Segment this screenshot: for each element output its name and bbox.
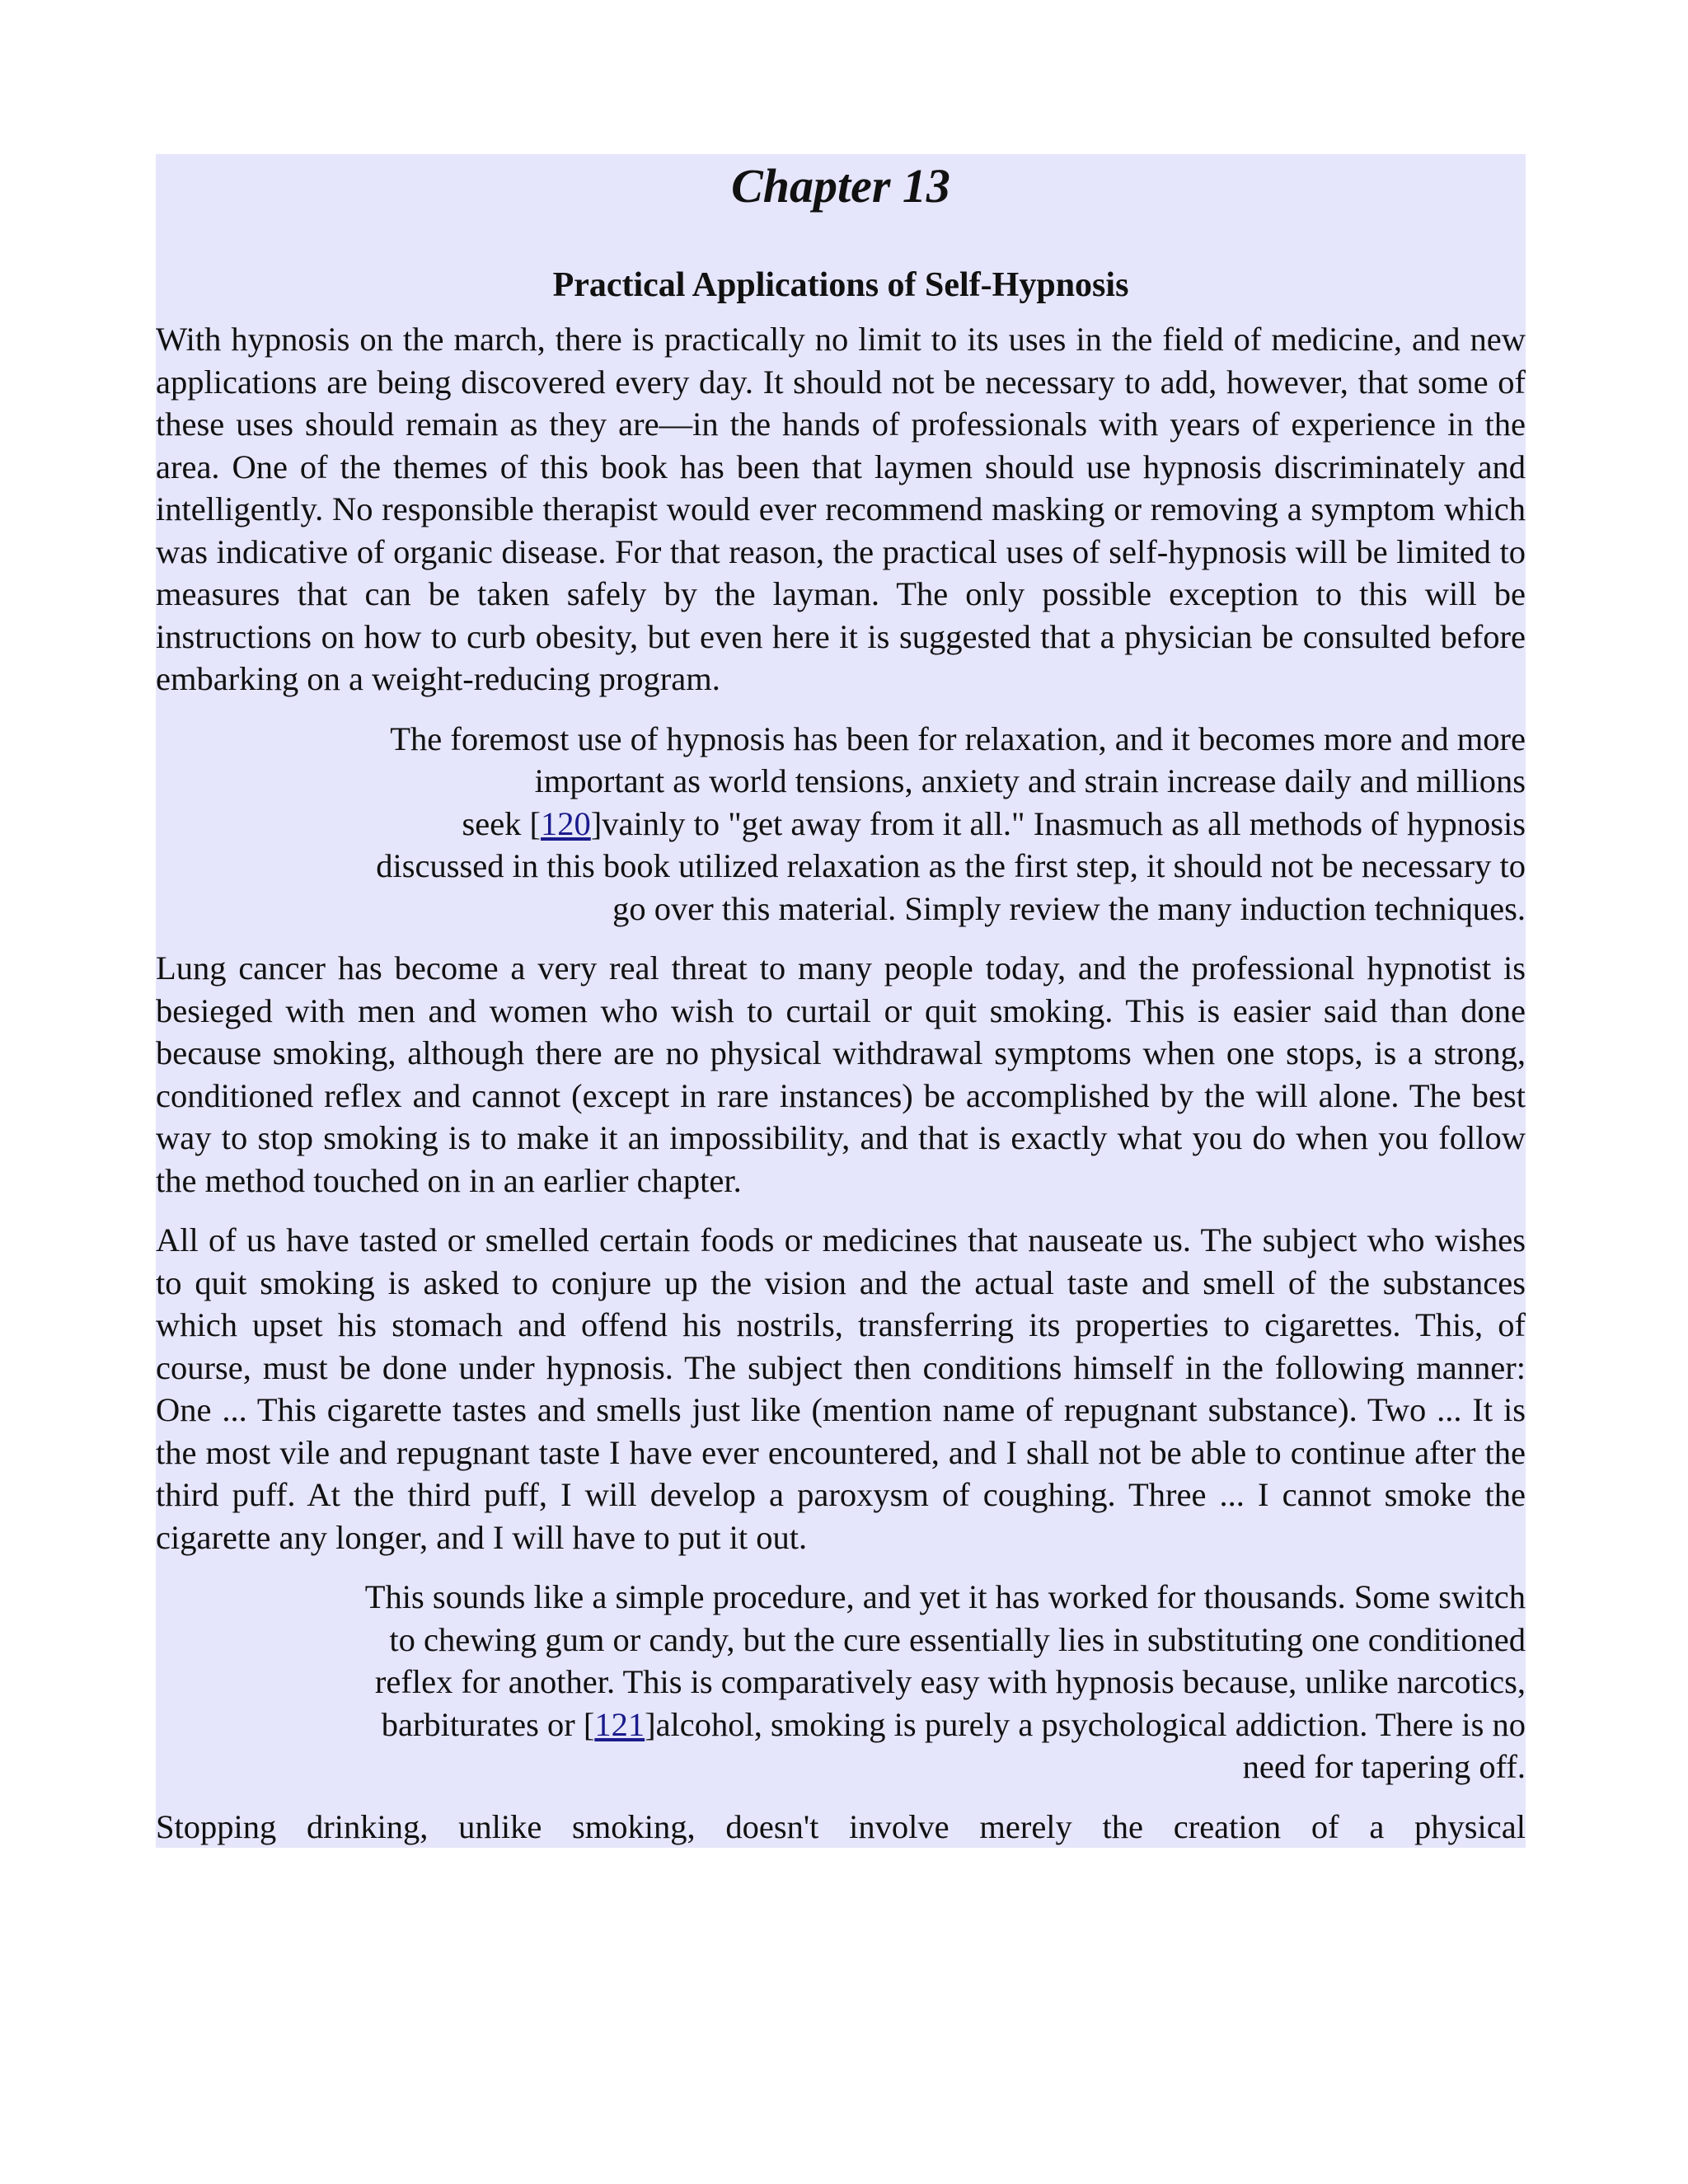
paragraph-line: go over this material. Simply review the many induction techniques. bbox=[612, 889, 1526, 927]
paragraph-conditioning: All of us have tasted or smelled certain foods or medicines that nauseate us. The subject who wishes to quit smoking is asked to conjure up the vision and the actual taste and smell of the substances which upset his stomach and offend his nostrils, transferring its properties to cigarettes. This, of course, must be done under hypnosis. The subject then conditions himself in the following manner: One ... This cigarette tastes and smells just like (mention name of repugnant substance). Two ... It is the most vile and repugnant taste I have ever encountered, and I shall not be able to continue after the third puff. At the third puff, I will develop a paroxysm of coughing. Three ... I cannot smoke the cigarette any longer, and I will have to put it out. bbox=[156, 1221, 1526, 1556]
section-title: Practical Applications of Self-Hypnosis bbox=[552, 266, 1129, 304]
paragraph-line: discussed in this book utilized relaxation as the first step, it should not be necessary to bbox=[376, 847, 1526, 884]
paragraph-medicine-uses: With hypnosis on the march, there is practically no limit to its uses in the field of medicine, and new applications are being discovered every day. It should not be necessary to add, however, that some of these uses should remain as they are—in the hands of professionals with years of experience in the area. One of the themes of this book has been that laymen should use hypnosis discriminately and intelligently. No responsible therapist would ever recommend masking or removing a symptom which was indicative of organic disease. For that reason, the practical uses of self-hypnosis will be limited to measures that can be taken safely by the layman. The only possible exception to this will be instructions on how to curb obesity, but even here it is suggested that a physician be consulted before embarking on a weight-reducing program. bbox=[156, 321, 1526, 697]
paragraph-line: barbiturates or [ bbox=[381, 1705, 595, 1743]
paragraph-lung-cancer: Lung cancer has become a very real threat to many people today, and the professional hypnotist is besieged with men and women who wish to curtail or quit smoking. This is easier said than done because smoking, although there are no physical withdrawal symptoms when one stops, is a strong, conditioned reflex and cannot (except in rare instances) be accomplished by the will alone. The best way to stop smoking is to make it an impossibility, and that is exactly what you do when you follow the method touched on in an earlier chapter. bbox=[156, 949, 1526, 1199]
footnote-link-121[interactable]: 121 bbox=[594, 1705, 645, 1743]
paragraph-line: ]alcohol, smoking is purely a psychological addiction. There is no bbox=[645, 1705, 1526, 1743]
paragraph-line: seek [ bbox=[462, 804, 542, 842]
paragraph-line: The foremost use of hypnosis has been for relaxation, and it becomes more and more bbox=[390, 719, 1526, 757]
paragraph-line: to chewing gum or candy, but the cure essentially lies in substituting one conditioned bbox=[389, 1620, 1526, 1658]
paragraph-relaxation bbox=[156, 718, 1526, 930]
paragraph-line: need for tapering off. bbox=[1242, 1748, 1526, 1785]
paragraph-line: reflex for another. This is comparatively easy with hypnosis because, unlike narcotics, bbox=[374, 1663, 1526, 1700]
paragraph-line: ]vainly to "get away from it all." Inasmuch as all methods of hypnosis bbox=[590, 804, 1526, 842]
paragraph-drinking: Stopping drinking, unlike smoking, doesn't involve merely the creation of a physical bbox=[156, 1807, 1526, 1845]
chapter-title: Chapter 13 bbox=[731, 159, 950, 213]
paragraph-substitution bbox=[156, 1576, 1526, 1788]
paragraph-line: This sounds like a simple procedure, and yet it has worked for thousands. Some switch bbox=[364, 1578, 1526, 1615]
paragraph-line: important as world tensions, anxiety and strain increase daily and millions bbox=[534, 762, 1526, 799]
footnote-link-120[interactable]: 120 bbox=[541, 804, 591, 842]
page-content bbox=[156, 154, 1526, 1848]
